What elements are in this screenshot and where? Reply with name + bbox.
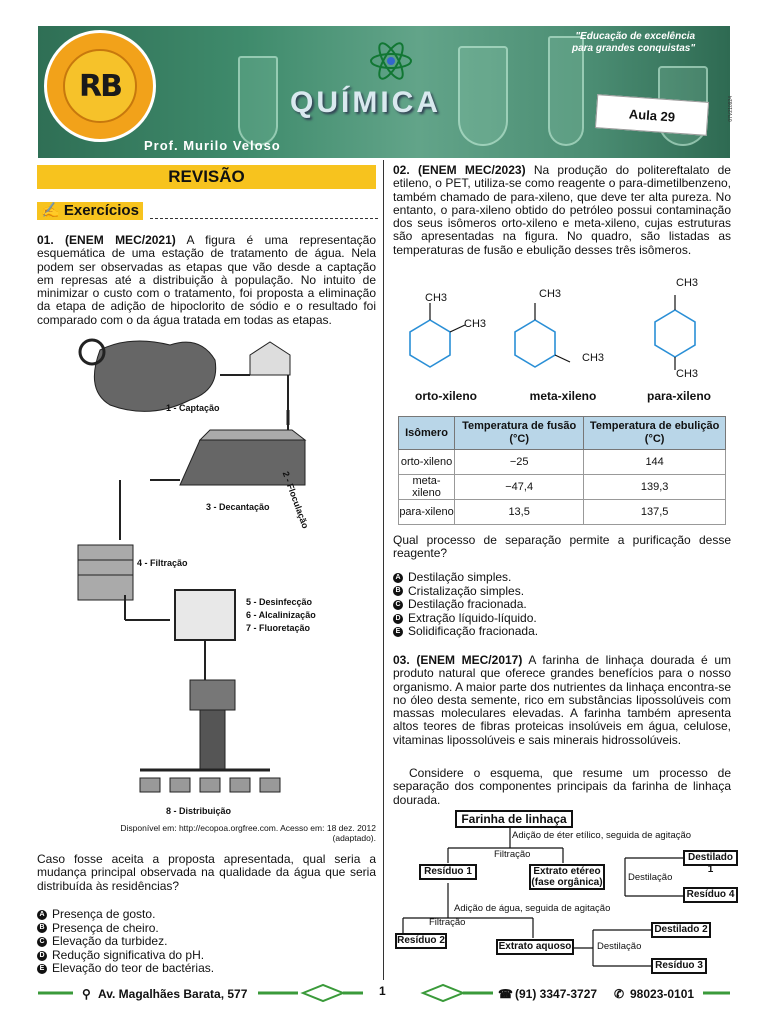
option[interactable] (37, 922, 214, 936)
scheme-distillate: Destilado 2 (651, 922, 711, 938)
whatsapp-number: 98023-0101 (630, 987, 695, 1001)
option-letter: C (393, 600, 403, 610)
option-letter: D (393, 614, 403, 624)
scheme-step: Filtração (494, 849, 531, 860)
ch3-label: CH3 (676, 368, 699, 380)
table-cell: 139,3 (584, 475, 726, 500)
ch3-label: CH3 (582, 352, 605, 364)
scheme-extract: Extrato etéreo (fase orgânica) (529, 864, 605, 890)
lesson-tag: Aula 29 (595, 94, 709, 136)
q1-number: 01. (ENEM MEC/2021) (37, 233, 176, 247)
exercises-heading (37, 202, 143, 220)
scheme-extract: Extrato aquoso (496, 939, 574, 955)
molecule-name: orto-xileno (415, 389, 477, 403)
q2-options (393, 571, 538, 639)
logo-text: RB (79, 68, 121, 104)
ch3-label: CH3 (464, 318, 487, 330)
table-header: Temperatura de ebulição (°C) (584, 417, 726, 450)
option[interactable] (37, 908, 214, 922)
option-text: Destilação simples. (408, 570, 512, 584)
subject-title: QUÍMICA (290, 86, 441, 119)
scheme-residue: Resíduo 3 (651, 958, 707, 974)
q1-text (37, 234, 376, 327)
q3-text2: Considere o esquema, que resume um processo de separação dos componentes principais da farinha de linhaça dourada. (393, 766, 731, 807)
table-cell: 137,5 (584, 500, 726, 525)
section-title: REVISÃO (37, 165, 376, 189)
q2-number: 02. (ENEM MEC/2023) (393, 163, 526, 177)
scheme-step: Adição de água, seguida de agitação (454, 903, 611, 914)
option-text: Presença de gosto. (52, 907, 156, 921)
option-text: Destilação fracionada. (408, 597, 527, 612)
scheme-step: Destilação (597, 941, 642, 952)
table-header: Isômero (399, 417, 455, 450)
scheme-residue: Resíduo 1 (419, 864, 477, 880)
source-line: Disponível em: http://ecopoa.orgfree.com. Acesso em: 18 dez. 2012 (120, 823, 376, 833)
scheme-distillate: Destilado 1 (683, 850, 738, 866)
scheme-residue: Resíduo 4 (683, 887, 738, 903)
fig-label: 2 - Floculação (280, 470, 311, 530)
page-number: 1 (379, 984, 386, 998)
ch3-label: CH3 (676, 277, 699, 289)
option-letter: E (37, 964, 47, 974)
footer (38, 983, 730, 1003)
q3-text (393, 654, 731, 747)
ch3-label: CH3 (425, 292, 448, 304)
option-letter: B (37, 923, 47, 933)
table-cell: −47,4 (455, 475, 584, 500)
table-row (399, 450, 726, 475)
q3-number: 03. (ENEM MEC/2017) (393, 653, 523, 667)
option-letter: C (37, 937, 47, 947)
option-letter: A (393, 573, 403, 583)
ch3-label: CH3 (539, 288, 562, 300)
table-cell: meta-xileno (399, 475, 455, 500)
whatsapp-icon: ✆ (614, 987, 625, 1001)
option-letter: A (37, 910, 47, 920)
table-cell: 13,5 (455, 500, 584, 525)
option-text: Elevação do teor de bactérias. (52, 961, 215, 976)
atom-icon (368, 38, 414, 84)
option[interactable] (37, 949, 214, 963)
table-cell: para-xileno (399, 500, 455, 525)
phone: (91) 3347-3727 (515, 987, 598, 1001)
figure-source (60, 823, 376, 843)
q2-body: Na produção do politereftalato de etileno, o PET, utiliza-se como reagente o para-dimetilbenzeno, também chamado de para-xileno, que deve ter alta pureza. No entanto, o para-xileno obtido do petróleo possui contaminação dos seus isômeros orto-xileno e meta-xileno, cujas estruturas são apresentadas na figura. No quadro, são listadas as temperaturas de fusão e ebulição desses três isômeros. (393, 163, 731, 257)
table-header: Temperatura de fusão (°C) (455, 417, 584, 450)
school-logo (44, 30, 156, 142)
option-text: Elevação da turbidez. (52, 934, 168, 949)
option-text: Cristalização simples. (408, 583, 525, 598)
option-text: Solidificação fracionada. (408, 624, 539, 639)
q1-body: A figura é uma representação esquemática de uma estação de tratamento de água. Nela podem ser observadas as etapas que vão desde a captação em represas até a distribuição à população. No intuito de minimizar o custo com o tratamento, foi proposta a eliminação da etapa de adição de hipoclorito de sódio e o resultado foi comparado com o da água tratada em todas as etapas. (37, 233, 376, 327)
q1-question: Caso fosse aceita a proposta apresentada, qual seria a mudança principal observada na qualidade da água que seria distribuída às residências? (37, 852, 376, 893)
table-cell: −25 (455, 450, 584, 475)
scheme-root: Farinha de linhaça (455, 810, 573, 828)
exercises-label: Exercícios (63, 202, 139, 219)
option[interactable] (37, 935, 214, 949)
option[interactable] (393, 625, 538, 639)
table-row (399, 475, 726, 500)
option[interactable] (393, 571, 538, 585)
side-code: 07V210924 (728, 96, 734, 122)
option[interactable] (393, 585, 538, 599)
source-line: (adaptado). (332, 833, 376, 843)
pencil-icon: ✍ (41, 202, 60, 219)
option-text: Presença de cheiro. (52, 920, 159, 935)
option[interactable] (37, 962, 214, 976)
fig-label: 5 - Desinfecção (246, 597, 313, 607)
slogan-line: para grandes conquistas" (572, 43, 696, 54)
option-letter: B (393, 586, 403, 596)
option[interactable] (393, 598, 538, 612)
scheme-residue: Resíduo 2 (395, 933, 447, 949)
phone-icon: ☎ (498, 987, 513, 1001)
q3-body: A farinha de linhaça dourada é um produto natural que oferece grandes benefícios para o nosso organismo. A maior parte dos nutrientes da linhaça encontra-se no óleo desta semente, rico em substâncias lipossolúveis com massas moleculares elevadas. A farinha também apresenta altos teores de fibras proteicas insolúveis em água, celulose, vitaminas lipossolúveis e sais minerais hidrossolúveis. (393, 653, 731, 747)
scheme-step: Destilação (628, 872, 673, 883)
option-letter: D (37, 951, 47, 961)
table-cell: 144 (584, 450, 726, 475)
fig-label: 8 - Distribuição (166, 806, 232, 816)
option[interactable] (393, 612, 538, 626)
fig-label: 3 - Decantação (206, 502, 270, 512)
address: Av. Magalhães Barata, 577 (98, 987, 248, 1001)
table-row (399, 500, 726, 525)
slogan (572, 31, 695, 55)
table-cell: orto-xileno (399, 450, 455, 475)
option-text: Extração líquido-líquido. (408, 610, 537, 625)
scheme-step: Filtração (429, 917, 466, 928)
fig-label: 4 - Filtração (137, 558, 188, 568)
q1-options (37, 908, 214, 976)
molecule-name: meta-xileno (529, 389, 597, 403)
column-divider (383, 160, 384, 980)
flask-decoration (458, 46, 508, 146)
option-letter: E (393, 627, 403, 637)
molecule-name: para-xileno (646, 389, 712, 403)
option-text: Redução significativa do pH. (52, 947, 205, 962)
fig-label: 1 - Captação (166, 403, 220, 413)
teacher-name: Prof. Murilo Veloso (144, 138, 281, 153)
slogan-line: "Educação de excelência (575, 31, 696, 42)
isomer-table (398, 416, 726, 525)
scheme-step: Adição de éter etílico, seguida de agitação (512, 830, 692, 841)
q2-question: Qual processo de separação permite a purificação desse reagente? (393, 533, 731, 561)
divider (150, 218, 378, 219)
fig-label: 7 - Fluoretação (246, 623, 311, 633)
fig-label: 6 - Alcalinização (246, 610, 316, 620)
location-pin-icon: ⚲ (82, 987, 91, 1001)
flask-decoration (238, 56, 278, 146)
q2-text (393, 164, 731, 257)
